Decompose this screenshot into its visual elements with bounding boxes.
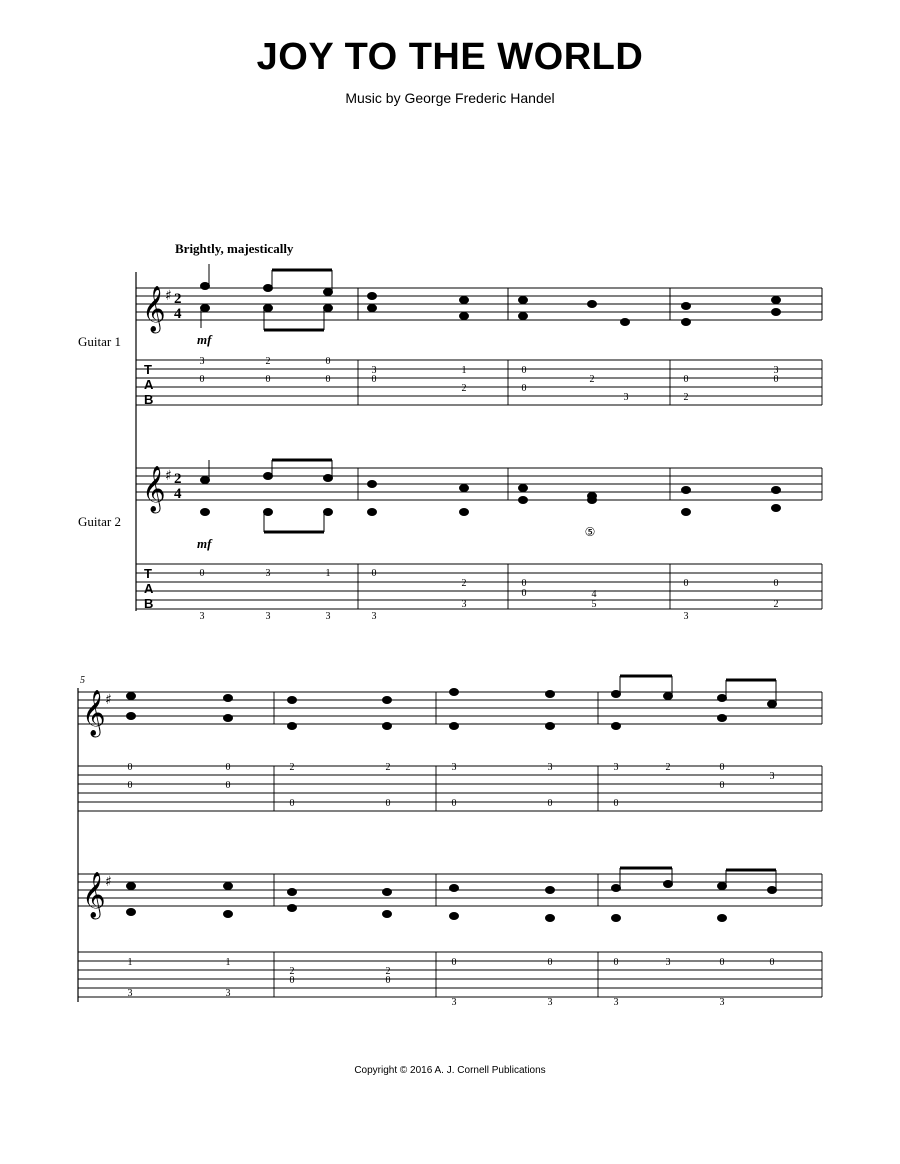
svg-text:T: T xyxy=(144,362,152,377)
measure-number: 5 xyxy=(80,675,85,686)
svg-text:0: 0 xyxy=(385,975,391,986)
svg-text:2: 2 xyxy=(385,762,391,773)
svg-text:3: 3 xyxy=(371,365,377,376)
svg-text:0: 0 xyxy=(719,780,725,791)
svg-text:A: A xyxy=(144,377,154,392)
svg-text:0: 0 xyxy=(127,762,133,773)
treble-clef-icon: 𝄞 xyxy=(142,466,166,512)
svg-text:B: B xyxy=(144,392,154,407)
svg-text:3: 3 xyxy=(719,997,725,1008)
svg-text:3: 3 xyxy=(199,611,205,622)
svg-text:3: 3 xyxy=(451,762,457,773)
tab-frets-guitar-2-system-2 xyxy=(128,957,775,1008)
svg-text:3: 3 xyxy=(461,599,467,610)
staff-guitar-1 xyxy=(136,288,822,320)
svg-text:0: 0 xyxy=(547,957,553,968)
svg-text:5: 5 xyxy=(591,599,597,610)
svg-text:0: 0 xyxy=(225,780,231,791)
svg-text:3: 3 xyxy=(613,762,619,773)
svg-text:0: 0 xyxy=(613,798,619,809)
svg-text:A: A xyxy=(144,581,154,596)
svg-text:0: 0 xyxy=(265,374,271,385)
svg-text:0: 0 xyxy=(547,798,553,809)
svg-text:3: 3 xyxy=(265,568,271,579)
instrument-label-guitar-1: Guitar 1 xyxy=(78,334,121,349)
svg-text:3: 3 xyxy=(127,988,133,999)
svg-text:3: 3 xyxy=(265,611,271,622)
svg-text:B: B xyxy=(144,596,154,611)
svg-text:0: 0 xyxy=(521,588,527,599)
time-signature-bottom: 4 xyxy=(174,306,182,322)
svg-text:3: 3 xyxy=(325,611,331,622)
svg-text:0: 0 xyxy=(521,578,527,589)
svg-text:3: 3 xyxy=(683,611,689,622)
svg-text:2: 2 xyxy=(461,383,467,394)
svg-text:3: 3 xyxy=(199,356,205,367)
svg-text:0: 0 xyxy=(289,798,295,809)
notes-guitar-2-system-2 xyxy=(127,868,777,922)
svg-text:3: 3 xyxy=(773,365,779,376)
copyright-notice: Copyright © 2016 A. J. Cornell Publications xyxy=(354,1065,546,1076)
svg-text:3: 3 xyxy=(665,957,671,968)
svg-text:2: 2 xyxy=(289,762,295,773)
svg-text:0: 0 xyxy=(371,568,377,579)
time-signature-top: 2 xyxy=(174,471,182,487)
svg-text:2: 2 xyxy=(589,374,595,385)
svg-text:1: 1 xyxy=(325,568,331,579)
treble-clef-icon: 𝄞 xyxy=(82,690,106,736)
page-title: JOY TO THE WORLD xyxy=(256,36,644,78)
svg-text:0: 0 xyxy=(773,578,779,589)
key-signature-sharp: ♯ xyxy=(105,692,112,708)
svg-text:0: 0 xyxy=(127,780,133,791)
svg-text:2: 2 xyxy=(461,578,467,589)
svg-text:0: 0 xyxy=(371,374,377,385)
treble-clef-icon: 𝄞 xyxy=(82,872,106,918)
svg-text:3: 3 xyxy=(451,997,457,1008)
staff-guitar-1-system-2 xyxy=(78,692,822,724)
svg-text:0: 0 xyxy=(719,957,725,968)
svg-text:2: 2 xyxy=(265,356,271,367)
svg-text:2: 2 xyxy=(289,966,295,977)
svg-text:0: 0 xyxy=(451,798,457,809)
svg-text:3: 3 xyxy=(769,771,775,782)
time-signature-top: 2 xyxy=(174,291,182,307)
svg-text:0: 0 xyxy=(719,762,725,773)
svg-text:0: 0 xyxy=(385,798,391,809)
svg-text:3: 3 xyxy=(225,988,231,999)
svg-text:2: 2 xyxy=(665,762,671,773)
svg-text:0: 0 xyxy=(199,374,205,385)
key-signature-sharp: ♯ xyxy=(165,468,172,484)
instrument-label-guitar-2: Guitar 2 xyxy=(78,514,121,529)
string-number-marking: ⑤ xyxy=(584,525,596,539)
svg-text:3: 3 xyxy=(623,392,629,403)
svg-text:3: 3 xyxy=(613,997,619,1008)
composer-credit: Music by George Frederic Handel xyxy=(345,90,555,106)
dynamic-marking: mf xyxy=(197,536,212,551)
svg-text:0: 0 xyxy=(451,957,457,968)
notes-guitar-1-system-2 xyxy=(127,676,777,730)
tempo-marking: Brightly, majestically xyxy=(175,241,294,256)
svg-text:0: 0 xyxy=(225,762,231,773)
dynamic-marking: mf xyxy=(197,332,212,347)
treble-clef-icon: 𝄞 xyxy=(142,286,166,332)
svg-text:3: 3 xyxy=(371,611,377,622)
tab-staff-guitar-1-system-2 xyxy=(78,766,822,811)
svg-text:2: 2 xyxy=(385,966,391,977)
svg-text:T: T xyxy=(144,566,152,581)
svg-text:0: 0 xyxy=(325,374,331,385)
svg-text:0: 0 xyxy=(521,365,527,376)
svg-text:0: 0 xyxy=(199,568,205,579)
svg-text:0: 0 xyxy=(683,578,689,589)
key-signature-sharp: ♯ xyxy=(165,288,172,304)
tab-staff-guitar-2-system-2 xyxy=(78,952,822,997)
svg-text:3: 3 xyxy=(547,997,553,1008)
svg-text:0: 0 xyxy=(289,975,295,986)
time-signature-bottom: 4 xyxy=(174,486,182,502)
tab-staff-guitar-1 xyxy=(136,360,822,405)
svg-text:1: 1 xyxy=(127,957,133,968)
svg-text:3: 3 xyxy=(547,762,553,773)
tab-staff-guitar-2 xyxy=(136,564,822,609)
staff-guitar-2 xyxy=(136,468,822,500)
svg-text:2: 2 xyxy=(683,392,689,403)
svg-text:2: 2 xyxy=(773,599,779,610)
tab-frets-guitar-2-system-1 xyxy=(200,568,779,622)
key-signature-sharp: ♯ xyxy=(105,874,112,890)
svg-text:0: 0 xyxy=(325,356,331,367)
svg-text:0: 0 xyxy=(769,957,775,968)
svg-text:0: 0 xyxy=(613,957,619,968)
notes-guitar-2-system-1 xyxy=(201,460,781,532)
svg-text:1: 1 xyxy=(461,365,467,376)
svg-text:1: 1 xyxy=(225,957,231,968)
svg-text:0: 0 xyxy=(683,374,689,385)
svg-text:0: 0 xyxy=(521,383,527,394)
svg-text:4: 4 xyxy=(591,589,597,600)
svg-text:0: 0 xyxy=(773,374,779,385)
